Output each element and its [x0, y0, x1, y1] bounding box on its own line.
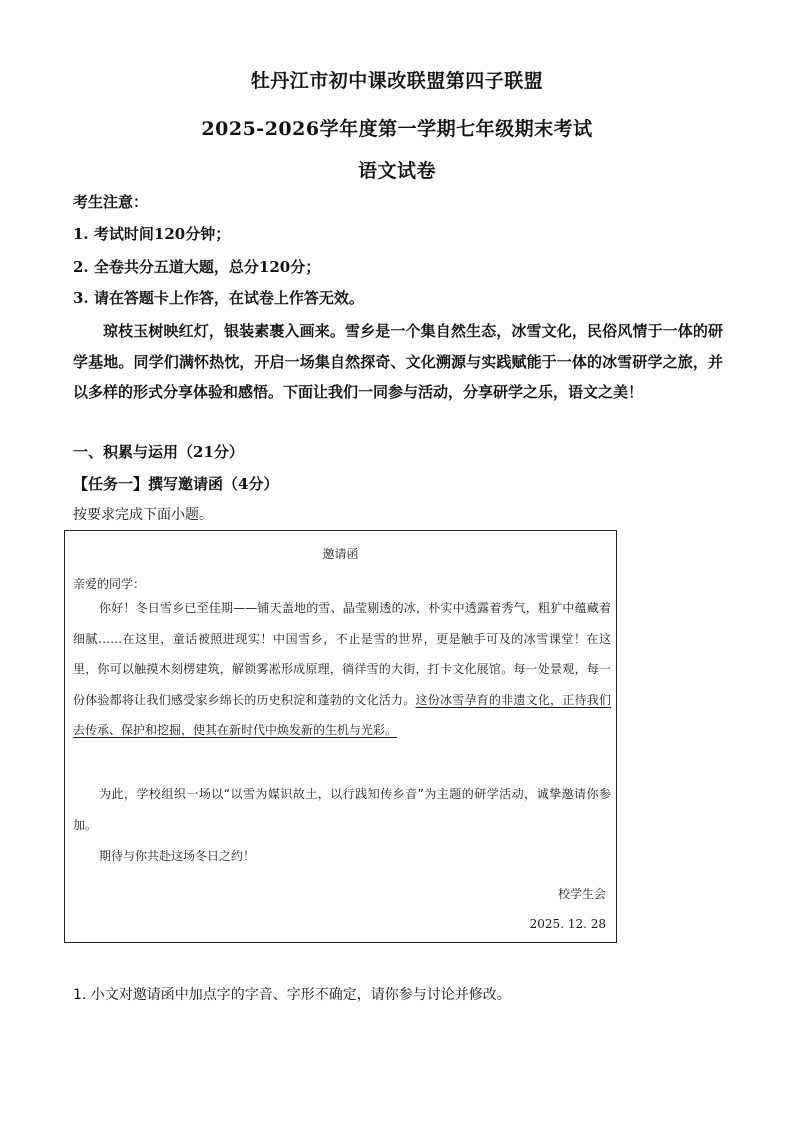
letter-greeting: 亲爱的同学： — [73, 577, 146, 591]
instruction-text: 按要求完成下面小题。 — [73, 507, 213, 523]
invitation-letter-box — [64, 530, 617, 943]
intro-paragraph: 琼枝玉树映红灯，银装素裹入画来。雪乡是一个集自然生态，冰雪文化，民俗风情于一体的研学基地。同学们满怀热忱，开启一场集自然探奇、文化溯源与实践赋能于一体的冰雪研学之旅，并以多样的形式分享体验和感悟。下面让我们一同参与活动，分享研学之乐，语文之美！ — [73, 322, 723, 401]
exam-subject-title: 语文试卷 — [357, 160, 436, 182]
notice-item: 3. 请在答题卡上作答，在试卷上作答无效。 — [73, 289, 364, 307]
letter-title: 邀请函 — [322, 547, 359, 561]
underlined-sentence: 这份冰雪孕育的非遗文化，正待我们去传承、保护和挖掘，使其在新时代中焕发新的生机与光彩。 — [73, 692, 611, 737]
letter-paragraph-text: 你好！冬日雪乡已至佳期——铺天盖地的雪、晶莹剔透的冰，朴实中透露着秀气，粗犷中蕴藏着细腻……在这里，童话被照进现实！中国雪乡，不止是雪的世界，更是触手可及的冰雪课堂！在这里，你可以触摸木刻楞建筑，解锁雾凇形成原理，徜徉雪的大街，打卡文化展馆。每一处景观，每一份体验都将让我们感受家乡绵长的历史积淀和蓬勃的文化活力。 — [73, 601, 611, 707]
exam-term-title: 2025-2026学年度第一学期七年级期末考试 — [201, 118, 593, 140]
letter-paragraph — [73, 593, 611, 746]
notice-item: 1. 考试时间120分钟； — [73, 225, 231, 243]
task-heading: 【任务一】撰写邀请函（4分） — [73, 475, 279, 493]
exam-organizer-title: 牡丹江市初中课改联盟第四子联盟 — [250, 70, 544, 92]
letter-date: 2025. 12. 28 — [529, 917, 606, 931]
letter-signature: 校学生会 — [557, 887, 606, 901]
letter-paragraph: 为此，学校组织一场以“以雪为媒识故土，以行践知传乡音”为主题的研学活动，诚挚邀请你参加。 — [73, 787, 611, 832]
section-heading: 一、积累与运用（21分） — [73, 443, 244, 461]
notice-heading: 考生注意： — [73, 193, 149, 211]
notice-item: 2. 全卷共分五道大题，总分120分； — [73, 258, 321, 276]
letter-paragraph: 期待与你共赴这场冬日之约！ — [99, 849, 256, 863]
question-text: 1. 小文对邀请函中加点字的字音、字形不确定，请你参与讨论并修改。 — [73, 987, 511, 1003]
